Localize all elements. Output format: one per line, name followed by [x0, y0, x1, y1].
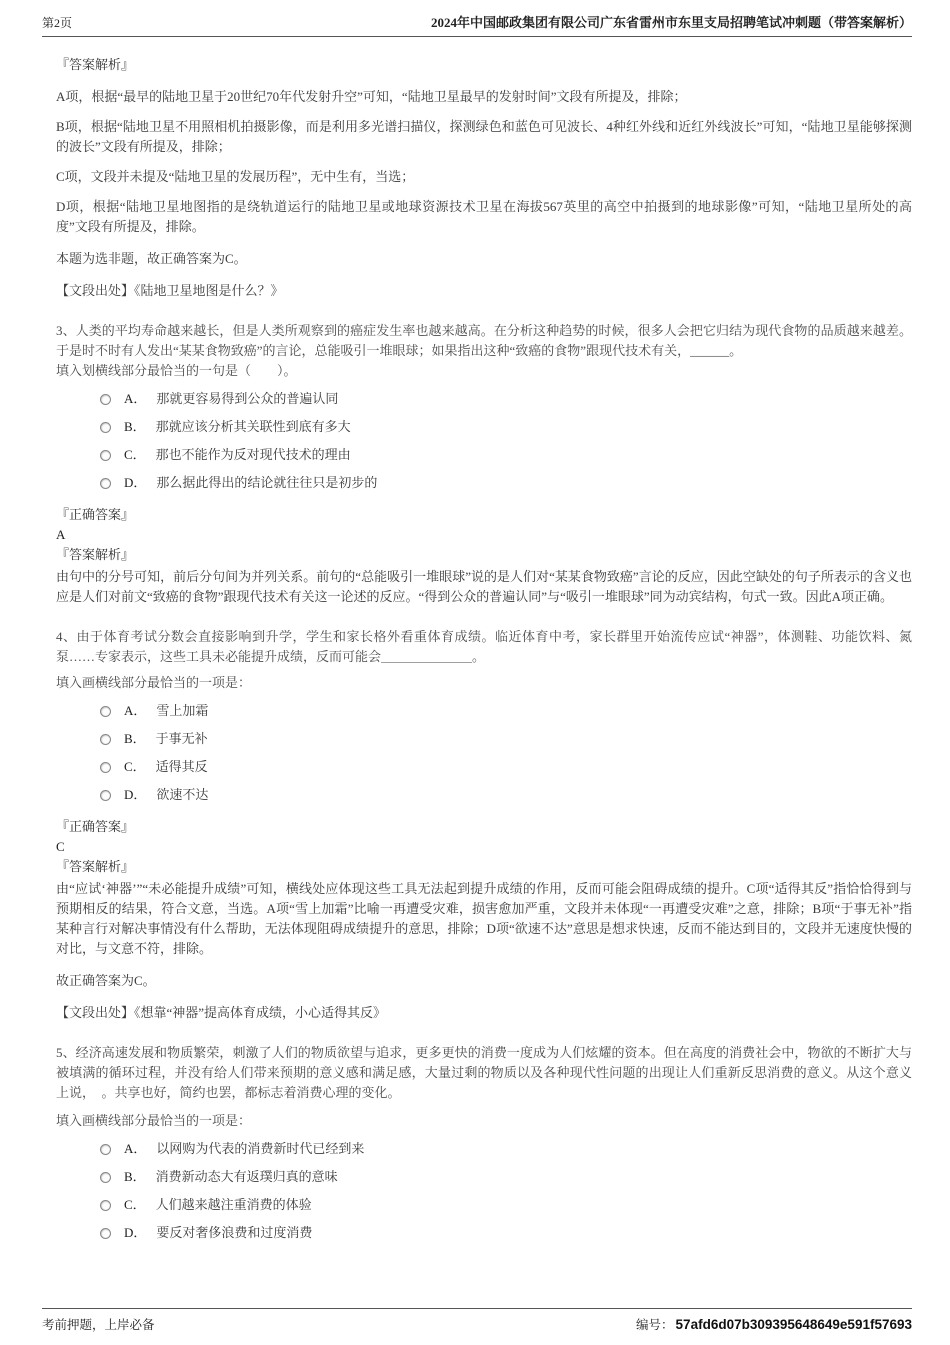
- option-row-a[interactable]: [100, 1139, 912, 1159]
- option-text: 人们越来越注重消费的体验: [155, 1197, 312, 1212]
- option-letter: C．: [124, 447, 146, 462]
- option-letter: C．: [124, 1197, 146, 1212]
- radio-button[interactable]: [100, 762, 111, 773]
- radio-button[interactable]: [100, 1200, 111, 1211]
- option-row-d[interactable]: [100, 785, 912, 805]
- analysis-item-d: D项，根据“陆地卫星地图指的是绕轨道运行的陆地卫星或地球资源技术卫星在海拔567英里的高空中拍摄到的地球影像”可知，“陆地卫星所处的高度”文段有所提及，排除。: [56, 199, 912, 234]
- radio-button[interactable]: [100, 1172, 111, 1183]
- question-stem: 5、经济高速发展和物质繁荣，刺激了人们的物质欲望与追求，更多更快的消费一度成为人们炫耀的资本。但在高度的消费社会中，物欲的不断扩大与被填满的循环过程，并没有给人们带来预期的意义感和满足感，大量过剩的物质以及各种现代性问题的出现让人们重新反思消费的意义。从这个意义上说， 。共享也好，简约也罢，都标志着消费心理的变化。: [56, 1045, 912, 1100]
- option-row-c[interactable]: [100, 1195, 912, 1215]
- radio-button[interactable]: [100, 478, 111, 489]
- option-letter: D．: [124, 1225, 147, 1240]
- option-row-d[interactable]: [100, 1223, 912, 1243]
- answer-analysis-label: 『答案解析』: [56, 547, 135, 562]
- option-text: 消费新动态大有返璞归真的意味: [155, 1169, 338, 1184]
- correct-answer-value: A: [56, 527, 66, 542]
- code-label: 编号：: [636, 1318, 674, 1332]
- option-row-c[interactable]: [100, 757, 912, 777]
- question-prompt: 填入划横线部分最恰当的一句是（ ）。: [56, 363, 297, 378]
- option-text: 那么据此得出的结论就往往只是初步的: [156, 475, 378, 490]
- question-4: [56, 627, 912, 1023]
- question-prompt: 填入画横线部分最恰当的一项是：: [56, 1113, 252, 1128]
- option-letter: A．: [124, 1141, 147, 1156]
- passage-source: 【文段出处】《想靠“神器”提高体育成绩，小心适得其反》: [56, 1005, 387, 1020]
- option-letter: A．: [124, 391, 147, 406]
- analysis-item-a: A项，根据“最早的陆地卫星于20世纪70年代发射升空”可知，“陆地卫星最早的发射时间”文段有所提及，排除；: [56, 89, 687, 104]
- analysis-item-b: B项，根据“陆地卫星不用照相机拍摄影像，而是利用多光谱扫描仪，探测绿色和蓝色可见波长、4种红外线和近红外线波长”可知，“陆地卫星能够探测的波长”文段有所提及，排除；: [56, 119, 912, 154]
- option-text: 那就应该分析其关联性到底有多大: [155, 419, 351, 434]
- option-text: 那就更容易得到公众的普遍认同: [156, 391, 339, 406]
- option-letter: C．: [124, 759, 146, 774]
- passage-source: 【文段出处】《陆地卫星地图是什么？》: [56, 283, 284, 298]
- option-row-c[interactable]: [100, 445, 912, 465]
- correct-answer-value: C: [56, 839, 65, 854]
- question-3: [56, 321, 912, 607]
- page-header: [42, 12, 912, 37]
- option-row-b[interactable]: [100, 729, 912, 749]
- radio-button[interactable]: [100, 734, 111, 745]
- question-stem: 4、由于体育考试分数会直接影响到升学，学生和家长格外看重体育成绩。临近体育中考，家长群里开始流传应试“神器”，体测鞋、功能饮料、氮泵……专家表示，这些工具未必能提升成绩，反而可能会＿＿＿＿＿＿＿。: [56, 629, 912, 664]
- option-row-a[interactable]: [100, 701, 912, 721]
- analysis-conclusion: 故正确答案为C。: [56, 973, 156, 988]
- radio-button[interactable]: [100, 706, 111, 717]
- question-stem: 3、人类的平均寿命越来越长，但是人类所观察到的癌症发生率也越来越高。在分析这种趋势的时候，很多人会把它归结为现代食物的品质越来越差。于是时不时有人发出“某某食物致癌”的言论，总能吸引一堆眼球；如果指出这种“致癌的食物”跟现代技术有关，______。: [56, 323, 912, 358]
- option-text: 于事无补: [155, 731, 208, 746]
- option-text: 以网购为代表的消费新时代已经到来: [156, 1141, 365, 1156]
- footer-slogan: 考前押题，上岸必备: [42, 1318, 155, 1332]
- option-letter: D．: [124, 787, 147, 802]
- option-row-b[interactable]: [100, 1167, 912, 1187]
- radio-button[interactable]: [100, 790, 111, 801]
- option-text: 要反对奢侈浪费和过度消费: [156, 1225, 313, 1240]
- analysis-item-c: C项，文段并未提及“陆地卫星的发展历程”，无中生有，当选；: [56, 169, 415, 184]
- correct-answer-label: 『正确答案』: [56, 819, 135, 834]
- answer-analysis-label: 『答案解析』: [56, 57, 135, 72]
- option-letter: D．: [124, 475, 147, 490]
- option-text: 适得其反: [155, 759, 208, 774]
- analysis-paragraph: 由“应试‘神器’”“未必能提升成绩”可知，横线处应体现这些工具无法起到提升成绩的作用，反而可能会阻碍成绩的提升。C项“适得其反”指恰恰得到与预期相反的结果，符合文意，当选。A项“雪上加霜”比喻一再遭受灾难，损害愈加严重，文段并未体现“一再遭受灾难”之意，排除；B项“于事无补”指某种言行对解决事情没有什么帮助，无法体现阻碍成绩提升的意思，排除；D项“欲速不达”意思是想求快速，反而不能达到目的，文段并无速度快慢的对比，与文意不符，排除。: [56, 881, 912, 956]
- analysis-paragraph: 由句中的分号可知，前后分句间为并列关系。前句的“总能吸引一堆眼球”说的是人们对“某某食物致癌”言论的反应，因此空缺处的句子所表示的含义也应是人们对前文“致癌的食物”跟现代技术有关这一论述的反应。“得到公众的普遍认同”与“吸引一堆眼球”同为动宾结构，句式一致。因此A项正确。: [56, 569, 912, 604]
- document-title: 2024年中国邮政集团有限公司广东省雷州市东里支局招聘笔试冲刺题（带答案解析）: [430, 15, 912, 30]
- option-letter: A．: [124, 703, 147, 718]
- option-text: 欲速不达: [156, 787, 209, 802]
- answer-analysis-label: 『答案解析』: [56, 859, 135, 874]
- option-letter: B．: [124, 419, 146, 434]
- options-list: [100, 1139, 912, 1243]
- option-text: 雪上加霜: [156, 703, 209, 718]
- options-list: [100, 389, 912, 493]
- page-number: 第2页: [42, 16, 73, 30]
- option-row-b[interactable]: [100, 417, 912, 437]
- radio-button[interactable]: [100, 450, 111, 461]
- radio-button[interactable]: [100, 422, 111, 433]
- option-row-d[interactable]: [100, 473, 912, 493]
- analysis-conclusion: 本题为选非题，故正确答案为C。: [56, 251, 247, 266]
- option-text: 那也不能作为反对现代技术的理由: [155, 447, 351, 462]
- correct-answer-label: 『正确答案』: [56, 507, 135, 522]
- document-code: [636, 1315, 912, 1333]
- radio-button[interactable]: [100, 1228, 111, 1239]
- option-letter: B．: [124, 1169, 146, 1184]
- question-5: [56, 1043, 912, 1243]
- code-value: 57afd6d07b309395648649e591f57693: [675, 1317, 912, 1332]
- question-prompt: 填入画横线部分最恰当的一项是：: [56, 675, 252, 690]
- radio-button[interactable]: [100, 394, 111, 405]
- page-content: [42, 37, 912, 1243]
- answer-block: [56, 505, 912, 607]
- options-list: [100, 701, 912, 805]
- page-footer: [42, 1308, 912, 1333]
- radio-button[interactable]: [100, 1144, 111, 1155]
- answer-block: [56, 817, 912, 1023]
- option-row-a[interactable]: [100, 389, 912, 409]
- option-letter: B．: [124, 731, 146, 746]
